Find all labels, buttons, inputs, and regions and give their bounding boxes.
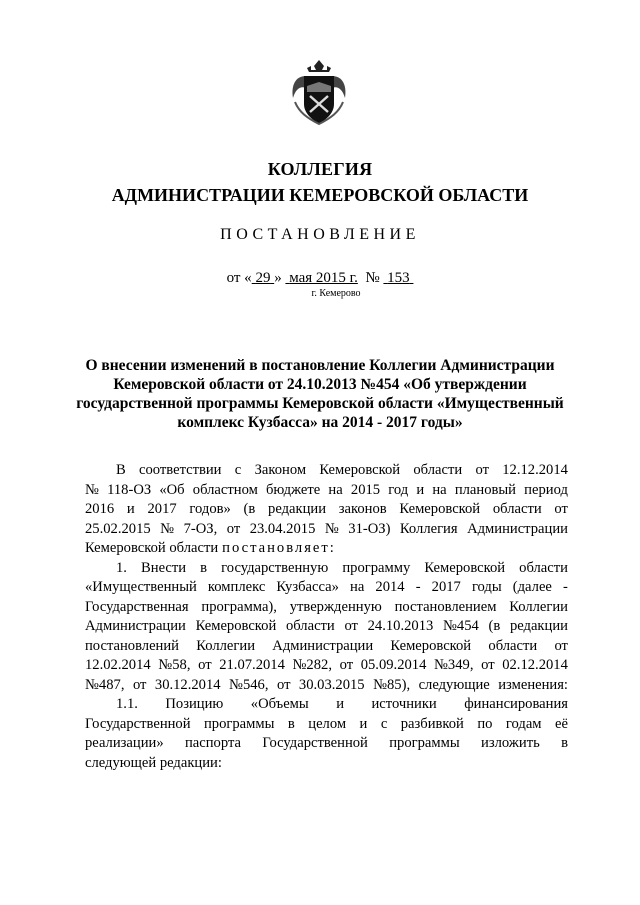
word: 24.10.2013 [367, 618, 434, 634]
word: программа), [201, 598, 277, 615]
document-place: г. Кемерово [311, 288, 361, 299]
word: от [344, 618, 358, 634]
word: на [350, 579, 365, 595]
word: реализации» [85, 735, 164, 751]
document-number: 153 [387, 270, 410, 286]
body-line [85, 754, 568, 774]
word: от [226, 520, 241, 537]
word: №546, [229, 676, 269, 693]
document-title [0, 356, 640, 432]
word: от [132, 676, 147, 693]
word: источники [371, 696, 437, 712]
word: № [324, 520, 339, 537]
word: по [477, 715, 493, 732]
org-name-line2: АДМИНИСТРАЦИИ КЕМЕРОВСКОЙ ОБЛАСТИ [111, 185, 529, 205]
word: №349, [434, 657, 474, 673]
word: её [554, 715, 568, 732]
title-line: Кемеровской области от 24.10.2013 №454 «Об утверждении [113, 376, 527, 393]
word: программы [204, 715, 275, 732]
word: годы [471, 579, 502, 595]
document-type: ПОСТАНОВЛЕНИЕ [220, 226, 420, 243]
word: 2016 [85, 501, 115, 517]
word: 2017 [147, 501, 177, 517]
word: № [85, 481, 99, 498]
word: (в [243, 501, 256, 517]
word: В [116, 462, 126, 478]
word: на [432, 481, 447, 498]
word: государственную [221, 559, 329, 576]
date-mid: » [274, 270, 282, 286]
title-line: комплекс Кузбасса» на 2014 - 2017 годы» [177, 414, 463, 431]
body-line [85, 676, 568, 696]
word: комплекс [207, 579, 266, 595]
word: в [200, 559, 208, 576]
word: целом [308, 715, 347, 732]
word: утвержденную [289, 598, 382, 615]
word: Внести [141, 559, 187, 576]
word: следующие [418, 676, 490, 693]
body-line [85, 617, 568, 637]
word: редакции [509, 618, 568, 634]
body-line [85, 734, 568, 754]
word: области [492, 501, 542, 517]
coat-of-arms-emblem [289, 58, 349, 126]
body-line [85, 637, 568, 657]
date-prefix: от « [226, 270, 252, 286]
word: в [561, 735, 568, 751]
word: 25.02.2015 [85, 520, 151, 537]
word: 30.03.2015 [298, 676, 365, 693]
title-line: государственной программы Кемеровской области «Имущественный [76, 395, 564, 412]
word: год [388, 481, 409, 498]
word: Кузбасса» [276, 579, 339, 595]
body-line [85, 500, 568, 520]
word: Государственной [262, 735, 368, 751]
body-line [85, 461, 568, 481]
word: - [563, 579, 568, 595]
body-line [85, 559, 568, 579]
word: Администрации [467, 520, 568, 537]
word: «Имущественный [85, 579, 197, 595]
word: 02.12.2014 [502, 657, 568, 673]
word: от [554, 637, 568, 654]
word: бюджете [266, 481, 321, 498]
word: от [554, 501, 568, 517]
word: (в [488, 618, 501, 634]
word: Законом [254, 462, 307, 478]
word: изложить [481, 735, 540, 751]
word: области [413, 462, 463, 478]
word: программы [389, 735, 460, 751]
date-month-year: мая 2015 г. [289, 270, 358, 286]
body-text: Кемеровской области [85, 540, 219, 556]
word: 23.04.2015 [249, 520, 316, 537]
word: плановый [454, 481, 516, 498]
word: и [416, 481, 425, 498]
word: 30.12.2014 [154, 676, 221, 693]
word: области [285, 618, 335, 634]
word: от [481, 657, 495, 673]
word: с [234, 462, 242, 478]
word: Кемеровской [195, 618, 277, 634]
word: 2017 [431, 579, 461, 595]
org-name-line1: КОЛЛЕГИЯ [267, 159, 373, 179]
word: №58, [158, 657, 191, 673]
word: годов» [189, 501, 231, 517]
word: в [287, 715, 295, 732]
body-line [85, 715, 568, 735]
word: №282, [292, 657, 332, 673]
word: законов [338, 501, 387, 517]
word: период [524, 481, 568, 498]
word: Администрации [272, 637, 374, 654]
word: программу [342, 559, 411, 576]
word: и [359, 715, 368, 732]
word: 118-ОЗ [107, 481, 152, 498]
word: 1. [116, 559, 127, 576]
word: от [276, 676, 291, 693]
word: и [336, 696, 345, 712]
word: «Об [159, 481, 185, 498]
word: Государственная [85, 598, 189, 615]
word: области [488, 637, 538, 654]
word: постановлений [85, 637, 179, 654]
word: - [415, 579, 421, 595]
word: «Объемы [250, 696, 309, 712]
word: Позицию [165, 696, 224, 712]
word: Администрации [85, 618, 186, 634]
word: области [519, 559, 568, 576]
body-text: следующей редакции: [85, 754, 222, 771]
word: Коллегии [509, 598, 568, 615]
word: соответствии [139, 462, 222, 478]
body-line [85, 539, 568, 559]
number-label: № [365, 270, 380, 286]
word: постановлением [394, 598, 497, 615]
word: на [328, 481, 343, 498]
word: от [475, 462, 489, 478]
word: редакции [268, 501, 327, 517]
decree-verb: постановляет: [222, 540, 336, 556]
word: Кемеровской [390, 637, 472, 654]
document-body [85, 461, 568, 773]
word: 12.02.2014 [85, 657, 151, 673]
word: годам [505, 715, 542, 732]
word: Кемеровской [399, 501, 481, 517]
word: изменения: [498, 676, 568, 693]
word: Коллегия [399, 520, 458, 537]
word: Кемеровской [319, 462, 401, 478]
word: 2014 [375, 579, 405, 595]
word: паспорта [184, 735, 241, 751]
word: №454 [442, 618, 479, 634]
word: № [160, 520, 175, 537]
word: Коллегии [196, 637, 256, 654]
word: от [339, 657, 354, 673]
document-date-line [0, 270, 640, 287]
word: от [198, 657, 212, 673]
word: 31-ОЗ) [348, 520, 391, 537]
word: разбивкой [400, 715, 464, 732]
word: 05.09.2014 [360, 657, 427, 673]
date-day: 29 [255, 270, 271, 286]
word: финансирования [464, 696, 568, 712]
word: с [380, 715, 388, 732]
word: №85), [373, 676, 411, 693]
word: 2015 [350, 481, 381, 498]
word: Кемеровской [424, 559, 506, 576]
body-line [85, 656, 568, 676]
body-line [85, 520, 568, 540]
body-line [85, 481, 568, 501]
body-line [85, 695, 568, 715]
word: областном [192, 481, 258, 498]
word: 21.07.2014 [219, 657, 285, 673]
word: и [126, 501, 135, 517]
word: 7-ОЗ, [183, 520, 218, 537]
word: 1.1. [116, 696, 138, 712]
word: (далее [512, 579, 552, 595]
word: Государственной [85, 715, 191, 732]
word: 12.12.2014 [502, 462, 568, 478]
title-line: О внесении изменений в постановление Коллегии Администрации [85, 357, 555, 374]
body-line [85, 598, 568, 618]
body-line [85, 578, 568, 598]
word: №487, [85, 676, 125, 693]
